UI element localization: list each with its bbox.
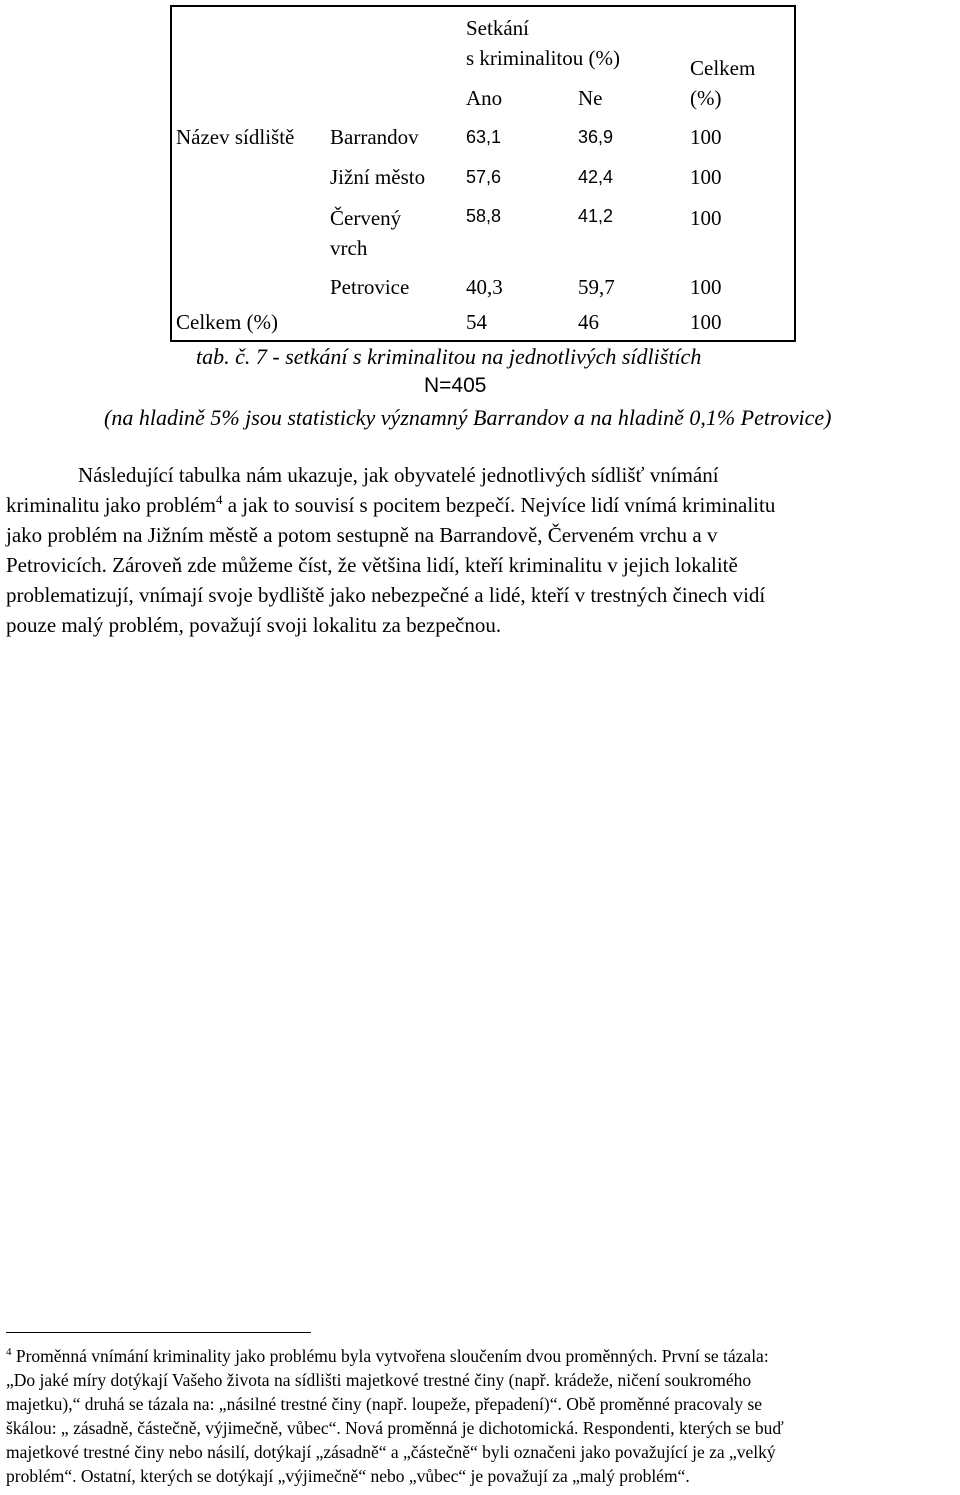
row-name-petrovice: Petrovice [330,275,410,299]
paragraph-line: pouze malý problém, považují svoji lokalitu za bezpečnou. [6,613,502,637]
footnote-line [6,1344,956,1368]
table-caption-title: tab. č. 7 - setkání s kriminalitou na jednotlivých sídlištích [196,344,702,369]
yes-col-header: Ano [466,86,503,110]
footnote-line: škálou: „ zásadně, částečně, výjimečně, vůbec“. Nová proměnná je dichotomická. Respondenti, kterých se buď [6,1418,784,1438]
cell-petrovice-no: 59,7 [578,275,615,299]
cell-barrandov-no: 36,9 [578,127,614,147]
footnote-separator [6,1332,311,1333]
cell-total-no: 46 [578,310,599,334]
row-name-cerveny-vrch-line1: Červený [330,206,402,230]
footnote-line: „Do jaké míry dotýkají Vašeho života na sídlišti majetkové trestné činy (např. krádeže, ničení soukromého [6,1370,752,1390]
crime-encounter-table [170,5,796,342]
total-row-label: Celkem (%) [176,310,279,334]
footnote-number: 4 [6,1346,12,1359]
row-group-label: Název sídliště [176,125,295,149]
paragraph-text: a jak to souvisí s pocitem bezpečí. Nejvíce lidí vnímá kriminalitu [222,493,776,517]
cell-barrandov-yes: 63,1 [466,127,502,147]
total-col-header-line2: (%) [690,86,722,110]
cell-barrandov-total: 100 [690,125,722,149]
cell-jizni-mesto-yes: 57,6 [466,167,502,187]
body-paragraph [6,460,956,640]
footnote-line: problém“. Ostatní, kterých se dotýkají „výjimečně“ nebo „vůbec“ je považují za „malý problém“. [6,1466,690,1486]
footnote-line: majetku),“ druhá se tázala na: „násilné trestné činy (např. loupeže, přepadení)“. Obě proměnné pracovaly se [6,1394,763,1414]
row-name-barrandov: Barrandov [330,125,419,149]
paragraph-text: kriminalitu jako problém [6,493,216,517]
cell-jizni-mesto-total: 100 [690,165,722,189]
cell-cerveny-vrch-no: 41,2 [578,206,614,226]
table-caption-note: (na hladině 5% jsou statisticky významný Barrandov a na hladině 0,1% Petrovice) [104,405,832,430]
paragraph-line: problematizují, vnímají svoje bydliště jako nebezpečné a lidé, kteří v trestných činech vidí [6,583,766,607]
paragraph-line: Petrovicích. Zároveň zde můžeme číst, že většina lidí, kteří kriminalitu v jejich lokalitě [6,553,738,577]
paragraph-line: Následující tabulka nám ukazuje, jak obyvatelé jednotlivých sídlišť vnímání [78,463,719,487]
cell-cerveny-vrch-total: 100 [690,206,722,230]
table-caption-n: N=405 [424,374,487,397]
paragraph-line: jako problém na Jižním městě a potom sestupně na Barrandově, Červeném vrchu a v [6,523,718,547]
footnote-line: majetkové trestné činy nebo násilí, dotýkají „zásadně“ a „částečně“ byli označeni jako považující je za „velký [6,1442,776,1462]
footnote-text: Proměnná vnímání kriminality jako problému byla vytvořena sloučením dvou proměnných. První se tázala: [11,1346,769,1366]
group-header-line2: s kriminalitou (%) [466,46,620,70]
group-header-line1: Setkání [466,16,529,40]
paragraph-line [6,490,956,520]
cell-jizni-mesto-no: 42,4 [578,167,614,187]
row-name-cerveny-vrch-line2: vrch [330,236,368,260]
no-col-header: Ne [578,86,603,110]
cell-petrovice-yes: 40,3 [466,275,503,299]
cell-cerveny-vrch-yes: 58,8 [466,206,502,226]
row-name-jizni-mesto: Jižní město [330,165,426,189]
footnote [6,1344,956,1488]
cell-total-total: 100 [690,310,722,334]
footnote-ref: 4 [215,492,223,507]
cell-petrovice-total: 100 [690,275,722,299]
total-col-header-line1: Celkem [690,56,756,80]
cell-total-yes: 54 [466,310,487,334]
